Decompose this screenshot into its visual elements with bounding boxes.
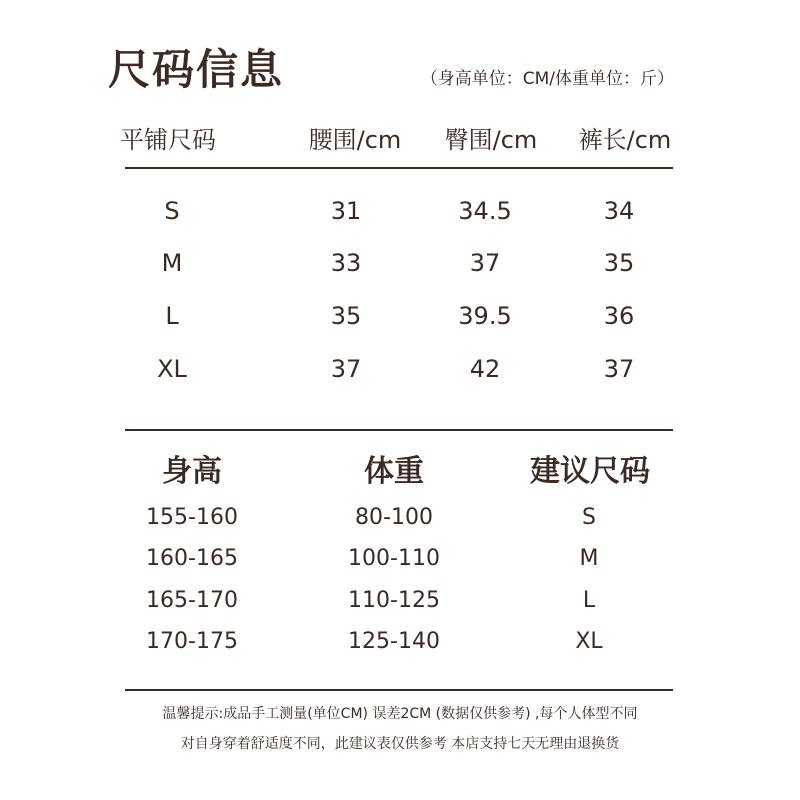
- size-cell: XL: [157, 355, 187, 383]
- size-cell: L: [165, 302, 179, 330]
- divider-middle: [125, 429, 673, 431]
- header-flat-size: 平铺尺码: [120, 126, 216, 154]
- suggested-size-cell: XL: [575, 629, 603, 654]
- header-waist: 腰围/cm: [308, 126, 402, 154]
- table-row: [0, 503, 800, 533]
- weight-cell: 100-110: [348, 546, 440, 571]
- page-title: 尺码信息: [108, 45, 285, 94]
- divider-bottom: [125, 689, 673, 691]
- length-cell: 36: [603, 302, 635, 330]
- height-cell: 170-175: [146, 629, 238, 654]
- table-row: [0, 544, 800, 574]
- footer-note: 温馨提示:成品手工测量(单位CM) 误差2CM (数据仅供参考) ,每个人体型不同: [162, 706, 638, 722]
- footer-note: 对自身穿着舒适度不同，此建议表仅供参考 本店支持七天无理由退换货: [180, 736, 620, 752]
- height-cell: 160-165: [146, 546, 238, 571]
- waist-cell: 33: [330, 249, 362, 277]
- weight-cell: 125-140: [348, 629, 440, 654]
- table-row: [0, 300, 800, 332]
- header-height: 身高: [162, 454, 222, 489]
- waist-cell: 37: [330, 355, 362, 383]
- hip-cell: 42: [469, 355, 501, 383]
- length-cell: 34: [603, 197, 635, 225]
- weight-cell: 80-100: [355, 505, 433, 530]
- table-row: [0, 586, 800, 616]
- table-row: [0, 247, 800, 279]
- header-suggested-size: 建议尺码: [530, 454, 650, 489]
- size-cell: S: [164, 197, 180, 225]
- suggested-size-cell: S: [582, 505, 596, 530]
- hip-cell: 37: [469, 249, 501, 277]
- table-row: [0, 195, 800, 227]
- waist-cell: 35: [330, 302, 362, 330]
- unit-note: （身高单位：CM/体重单位：斤）: [420, 69, 674, 89]
- hip-cell: 39.5: [458, 302, 512, 330]
- header-hip: 臀围/cm: [444, 126, 538, 154]
- hip-cell: 34.5: [458, 197, 512, 225]
- height-cell: 165-170: [146, 588, 238, 613]
- divider-top: [125, 167, 673, 169]
- suggested-size-cell: L: [582, 588, 596, 613]
- length-cell: 37: [603, 355, 635, 383]
- measurement-table-header: [0, 124, 800, 156]
- table-row: [0, 353, 800, 385]
- header-length: 裤长/cm: [578, 126, 672, 154]
- height-cell: 155-160: [146, 505, 238, 530]
- weight-cell: 110-125: [348, 588, 440, 613]
- waist-cell: 31: [330, 197, 362, 225]
- recommendation-table-header: [0, 452, 800, 492]
- length-cell: 35: [603, 249, 635, 277]
- size-cell: M: [161, 249, 183, 277]
- table-row: [0, 627, 800, 657]
- header-weight: 体重: [364, 454, 424, 489]
- suggested-size-cell: M: [579, 546, 599, 571]
